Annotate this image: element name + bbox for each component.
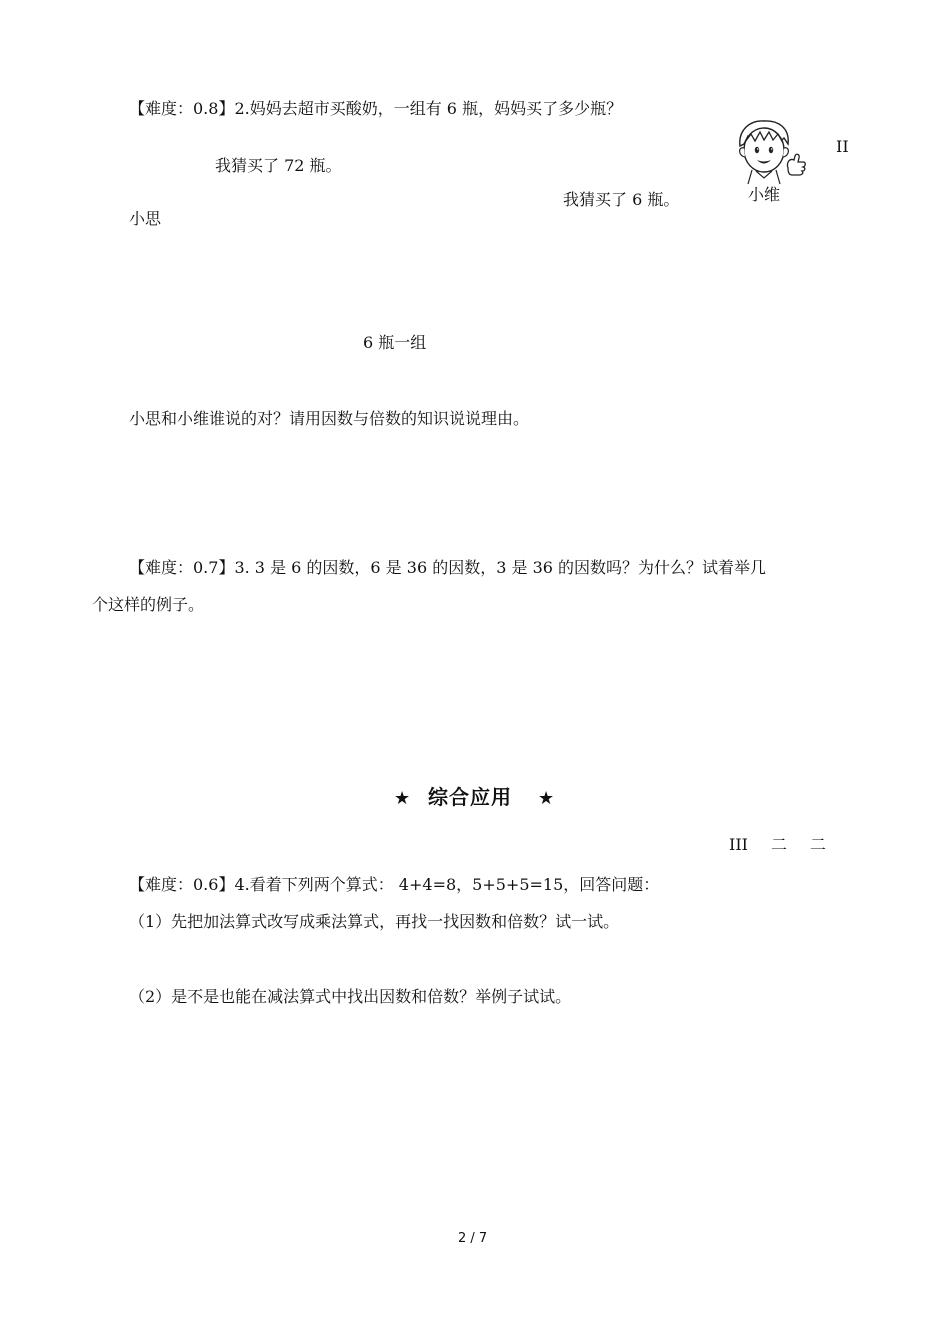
question-3-line-1: 【难度：0.7】3. 3 是 6 的因数，6 是 36 的因数，3 是 36 的因数吗？为什么？试着举几 — [129, 558, 767, 577]
xiaowei-speech: 我猜买了 6 瓶。 — [563, 190, 680, 209]
page-number: 2 / 7 — [458, 1231, 488, 1246]
question-2-question: 小思和小维谁说的对？请用因数与倍数的知识说说理由。 — [129, 409, 530, 428]
section-mark-3: 二 — [810, 835, 827, 854]
xiaowei-name: 小维 — [748, 185, 781, 204]
question-4-sub-2: （2）是不是也能在减法算式中找出因数和倍数？举例子试试。 — [129, 987, 572, 1006]
section-title: 综合应用 — [428, 785, 512, 809]
question-4-sub-1: （1）先把加法算式改写成乘法算式，再找一找因数和倍数？试一试。 — [129, 912, 620, 931]
group-label: 6 瓶一组 — [363, 333, 427, 352]
roman-mark-ii: II — [836, 137, 849, 156]
question-4-prompt: 【难度：0.6】4.看着下列两个算式： 4+4=8，5+5+5=15，回答问题： — [129, 875, 660, 894]
xiaosi-name: 小思 — [129, 209, 162, 228]
xiaosi-speech: 我猜买了 72 瓶。 — [215, 156, 342, 175]
star-left-icon: ★ — [394, 788, 411, 809]
section-mark-2: 二 — [771, 835, 788, 854]
question-2-prompt: 【难度：0.8】2.妈妈去超市买酸奶，一组有 6 瓶，妈妈买了多少瓶？ — [129, 99, 623, 118]
question-3-line-2: 个这样的例子。 — [92, 595, 205, 614]
star-right-icon: ★ — [538, 788, 555, 809]
boy-avatar-icon — [728, 116, 808, 186]
section-mark-1: III — [729, 835, 748, 854]
